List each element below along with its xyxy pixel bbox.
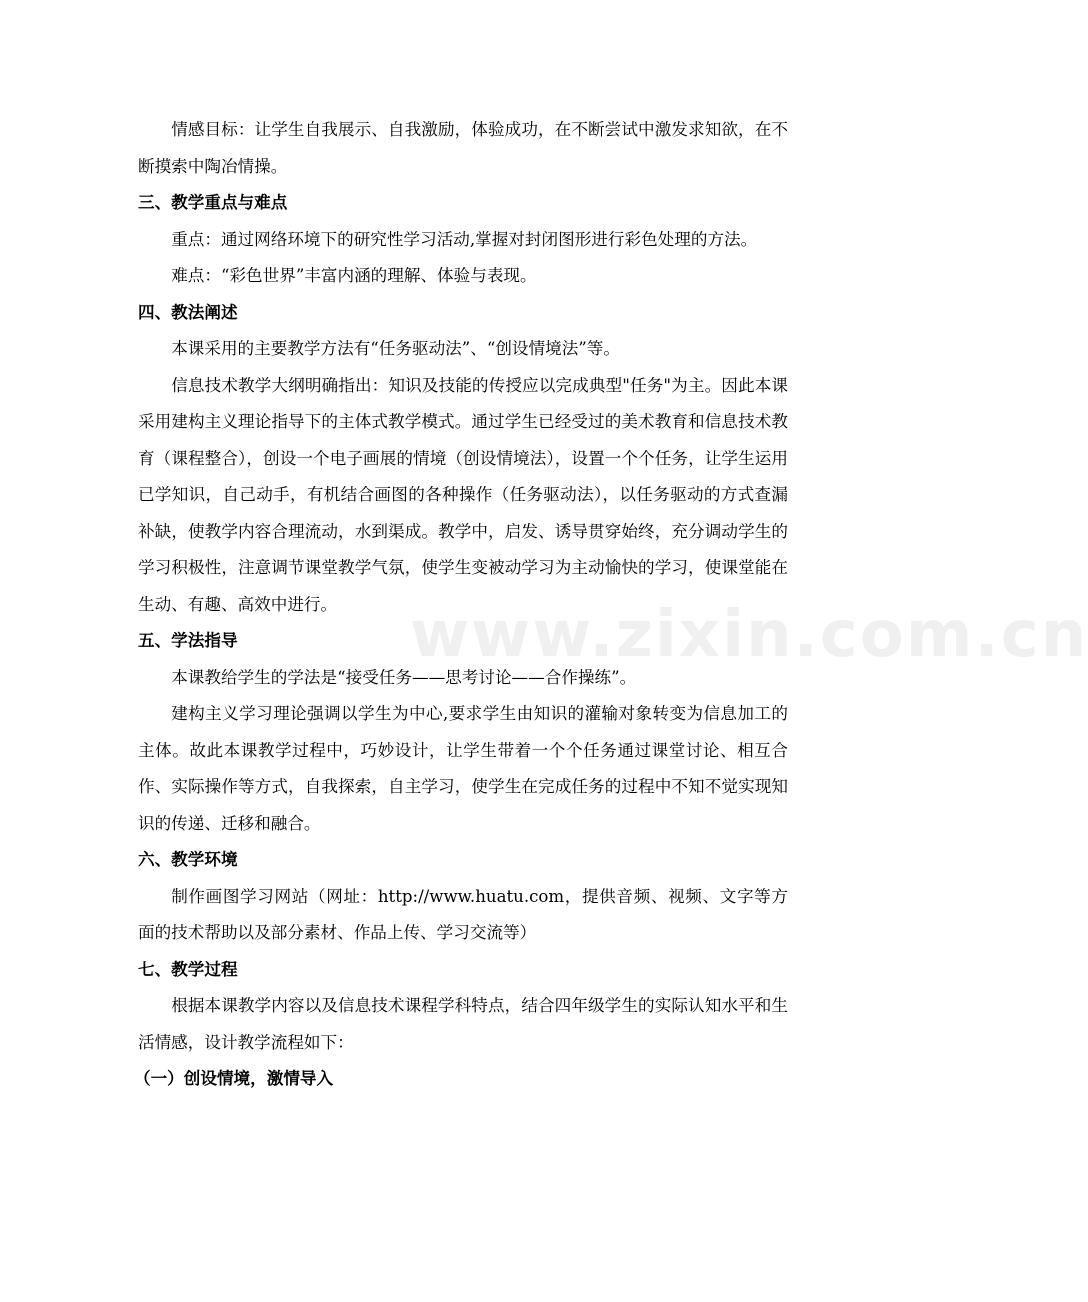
paragraph-learning-method-detail: 建构主义学习理论强调以学生为中心,要求学生由知识的灌输对象转变为信息加工的主体。故此本课教学过程中，巧妙设计，让学生带着一个个任务通过课堂讨论、相互合作、实际操作等方式，自我探索，自主学习，使学生在完成任务的过程中不知不觉实现知识的传递、迁移和融合。 <box>138 704 788 833</box>
paragraph-teaching-methods: 本课采用的主要教学方法有“任务驱动法”、“创设情境法”等。 <box>171 339 620 358</box>
heading-subsection-1: （一）创设情境，激情导入 <box>134 1069 334 1088</box>
paragraph-difficult-point: 难点：“彩色世界”丰富内涵的理解、体验与表现。 <box>171 266 537 285</box>
heading-section-3: 三、教学重点与难点 <box>138 193 288 212</box>
heading-section-4: 四、教法阐述 <box>138 302 238 322</box>
paragraph-teaching-methods-detail: 信息技术教学大纲明确指出：知识及技能的传授应以完成典型"任务"为主。因此本课采用建构主义理论指导下的主体式教学模式。通过学生已经受过的美术教育和信息技术教育（课程整合），创设一个电子画展的情境（创设情境法），设置一个个任务，让学生运用已学知识，自己动手，有机结合画图的各种操作（任务驱动法），以任务驱动的方式查漏补缺，使教学内容合理流动，水到渠成。教学中，启发、诱导贯穿始终，充分调动学生的学习积极性，注意调节课堂教学气氛，使学生变被动学习为主动愉快的学习，使课堂能在生动、有趣、高效中进行。 <box>138 375 788 614</box>
watermark: www.zixin.com.cn <box>410 598 1088 672</box>
heading-section-7: 七、教学过程 <box>138 959 238 979</box>
heading-section-5: 五、学法指导 <box>138 631 238 650</box>
heading-section-6: 六、教学环境 <box>138 850 238 869</box>
document-body <box>134 112 788 1098</box>
paragraph-emotional-goal: 情感目标：让学生自我展示、自我激励，体验成功，在不断尝试中激发求知欲，在不断摸索中陶冶情操。 <box>138 120 788 176</box>
paragraph-learning-method: 本课教给学生的学法是“接受任务——思考讨论——合作操练”。 <box>171 667 637 687</box>
paragraph-key-point: 重点：通过网络环境下的研究性学习活动,掌握对封闭图形进行彩色处理的方法。 <box>171 229 758 249</box>
paragraph-process-intro: 根据本课教学内容以及信息技术课程学科特点，结合四年级学生的实际认知水平和生活情感，设计教学流程如下： <box>138 996 788 1052</box>
paragraph-environment: 制作画图学习网站（网址：http://www.huatu.com，提供音频、视频、文字等方面的技术帮助以及部分素材、作品上传、学习交流等） <box>138 886 788 942</box>
